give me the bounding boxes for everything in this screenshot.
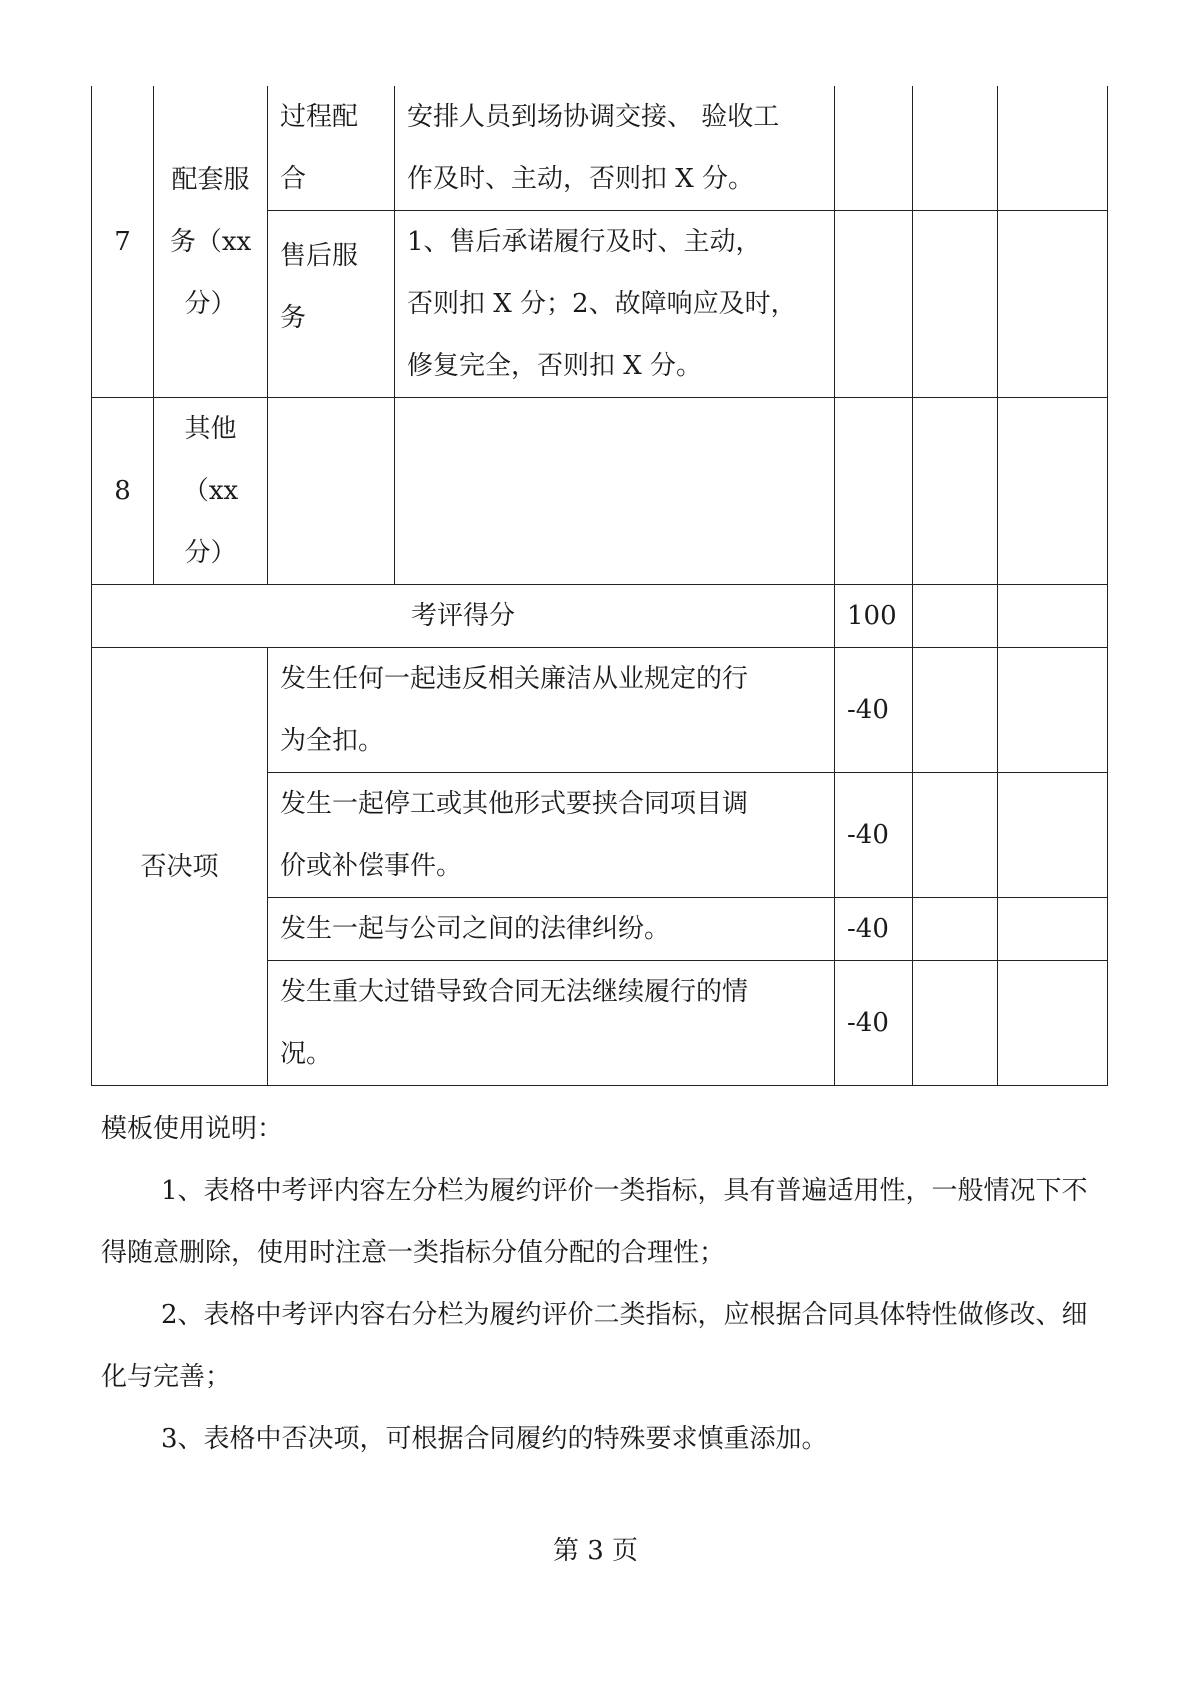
row7-sub1-score — [835, 86, 913, 211]
notes-title: 模板使用说明： — [101, 1114, 284, 1144]
veto-item-text — [268, 648, 835, 773]
row8-category-line: 其他 — [184, 414, 237, 444]
veto-item-score: -40 — [835, 773, 913, 898]
veto-item-score: -40 — [835, 961, 913, 1086]
table-row-8 — [92, 398, 1108, 585]
row7-sub2-name — [268, 211, 395, 398]
table-row-veto-1 — [92, 648, 1108, 773]
sub2-name-line: 售后服 — [280, 241, 359, 271]
veto-item-self — [913, 961, 998, 1086]
row7-number: 7 — [92, 86, 154, 398]
veto-item-self — [913, 648, 998, 773]
veto-text-line: 为全扣。 — [280, 726, 385, 756]
veto-item-score: -40 — [835, 648, 913, 773]
veto-text-line: 发生一起与公司之间的法律纠纷。 — [280, 914, 671, 944]
table-row-total — [92, 585, 1108, 648]
row7-sub1-self — [913, 86, 998, 211]
evaluation-table — [91, 86, 1108, 1086]
sub1-content-line: 安排人员到场协调交接、 验收工 — [407, 102, 780, 132]
row7-category — [154, 86, 268, 398]
row7-category-line: 分） — [184, 288, 237, 319]
row8-number: 8 — [92, 398, 154, 585]
veto-text-line: 发生任何一起违反相关廉洁从业规定的行 — [280, 664, 749, 694]
veto-item-self — [913, 898, 998, 961]
total-score: 100 — [835, 585, 913, 648]
sub2-content-line: 1、售后承诺履行及时、主动， — [407, 227, 762, 257]
row8-content — [395, 398, 835, 585]
veto-item-text — [268, 898, 835, 961]
veto-label: 否决项 — [92, 648, 268, 1086]
table-row-7a — [92, 86, 1108, 211]
total-label: 考评得分 — [92, 585, 835, 648]
veto-item-text — [268, 961, 835, 1086]
row7-sub1-final — [998, 86, 1108, 211]
total-self — [913, 585, 998, 648]
veto-item-self — [913, 773, 998, 898]
row8-category-line: 分） — [184, 538, 237, 568]
row7-sub2-content — [395, 211, 835, 398]
sub1-content-line: 作及时、主动，否则扣 X 分。 — [407, 164, 755, 194]
row7-sub1-content — [395, 86, 835, 211]
row7-sub2-final — [998, 211, 1108, 398]
row7-category-line: 务（xx — [169, 226, 252, 257]
row8-category-line: （xx — [182, 476, 239, 506]
notes-item: 2、表格中考评内容右分栏为履约评价二类指标，应根据合同具体特性做修改、细化与完善； — [101, 1300, 1088, 1392]
notes-item: 3、表格中否决项，可根据合同履约的特殊要求慎重添加。 — [161, 1424, 828, 1454]
veto-text-line: 发生重大过错导致合同无法继续履行的情 — [280, 977, 749, 1007]
row7-category-line: 配套服 — [171, 164, 250, 195]
veto-item-final — [998, 898, 1108, 961]
row8-final — [998, 398, 1108, 585]
veto-item-final — [998, 648, 1108, 773]
veto-item-final — [998, 961, 1108, 1086]
sub2-content-line: 修复完全，否则扣 X 分。 — [407, 351, 703, 381]
total-final — [998, 585, 1108, 648]
row7-sub2-score — [835, 211, 913, 398]
veto-text-line: 价或补偿事件。 — [280, 851, 463, 881]
veto-item-final — [998, 773, 1108, 898]
veto-item-score: -40 — [835, 898, 913, 961]
row8-score — [835, 398, 913, 585]
sub2-name-line: 务 — [280, 303, 307, 333]
veto-item-text — [268, 773, 835, 898]
row8-self — [913, 398, 998, 585]
veto-text-line: 况。 — [280, 1039, 333, 1069]
sub1-name-line: 合 — [280, 164, 307, 194]
page-number: 第 3 页 — [552, 1536, 639, 1566]
template-notes — [101, 1098, 1101, 1470]
row7-sub1-name — [268, 86, 395, 211]
sub1-name-line: 过程配 — [280, 102, 359, 132]
veto-text-line: 发生一起停工或其他形式要挟合同项目调 — [280, 789, 749, 819]
sub2-content-line: 否则扣 X 分；2、故障响应及时， — [407, 289, 797, 319]
row7-sub2-self — [913, 211, 998, 398]
row8-category — [154, 398, 268, 585]
notes-item: 1、表格中考评内容左分栏为履约评价一类指标，具有普遍适用性，一般情况下不得随意删除，使用时注意一类指标分值分配的合理性； — [101, 1176, 1088, 1268]
row8-sub-name — [268, 398, 395, 585]
